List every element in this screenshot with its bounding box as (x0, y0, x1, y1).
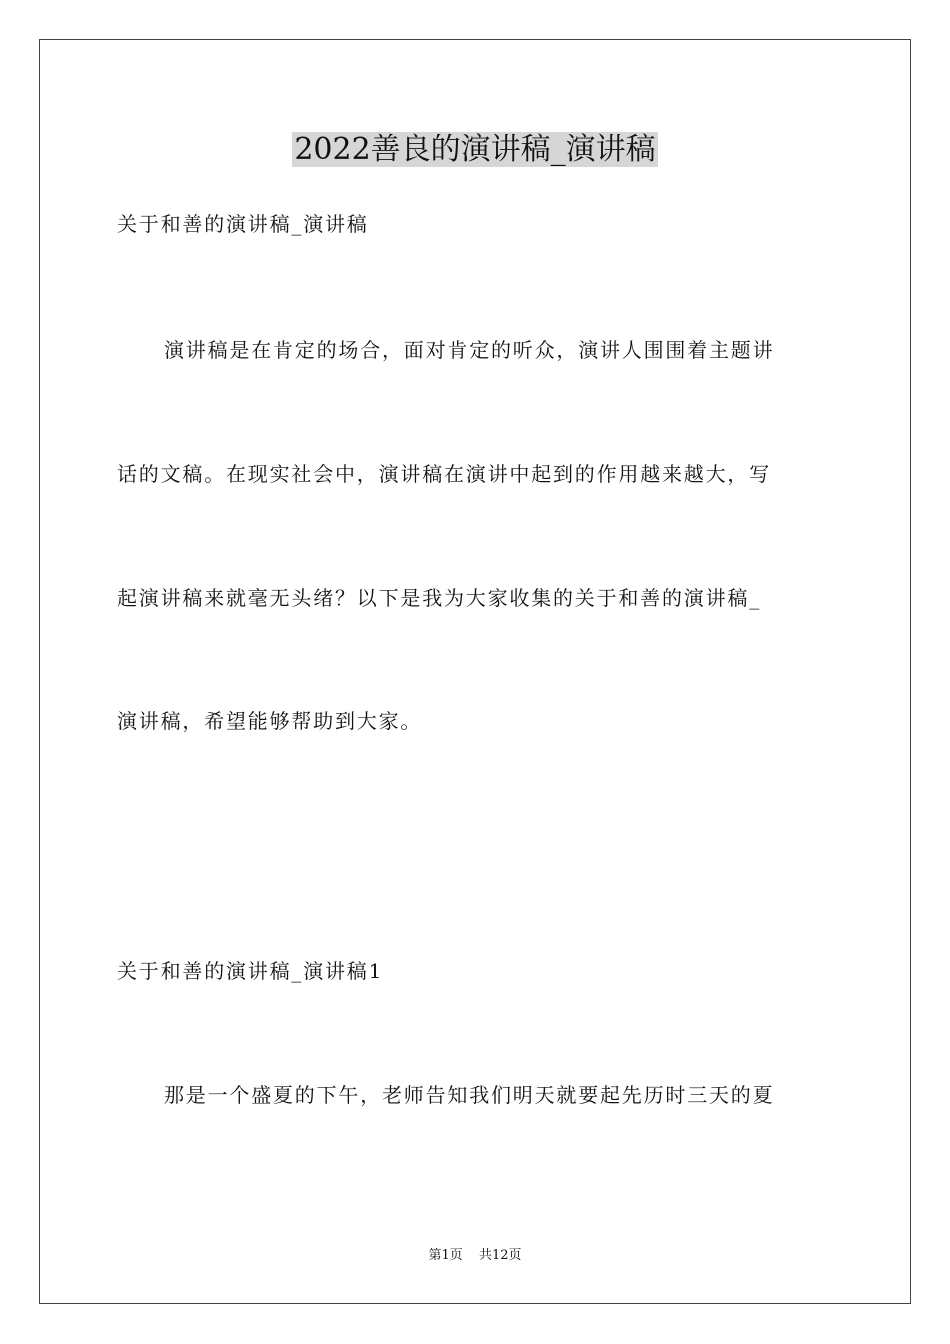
intro-line-1: 演讲稿是在肯定的场合，面对肯定的听众，演讲人围围着主题讲 (164, 338, 775, 362)
page-footer (0, 1246, 950, 1266)
document-title (0, 128, 950, 172)
intro-line-2: 话的文稿。在现实社会中，演讲稿在演讲中起到的作用越来越大，写 (117, 462, 771, 486)
page-number: 第1页 (428, 1248, 463, 1263)
document-subtitle: 关于和善的演讲稿_演讲稿 (117, 212, 369, 236)
document-title-text: 2022善良的演讲稿_演讲稿 (294, 132, 656, 167)
section-line-1: 那是一个盛夏的下午，老师告知我们明天就要起先历时三天的夏 (164, 1083, 775, 1107)
intro-line-3: 起演讲稿来就毫无头绪？以下是我为大家收集的关于和善的演讲稿_ (117, 586, 761, 610)
section-heading: 关于和善的演讲稿_演讲稿1 (117, 959, 384, 983)
intro-line-4: 演讲稿，希望能够帮助到大家。 (117, 709, 423, 733)
page-total: 共12页 (478, 1248, 522, 1263)
